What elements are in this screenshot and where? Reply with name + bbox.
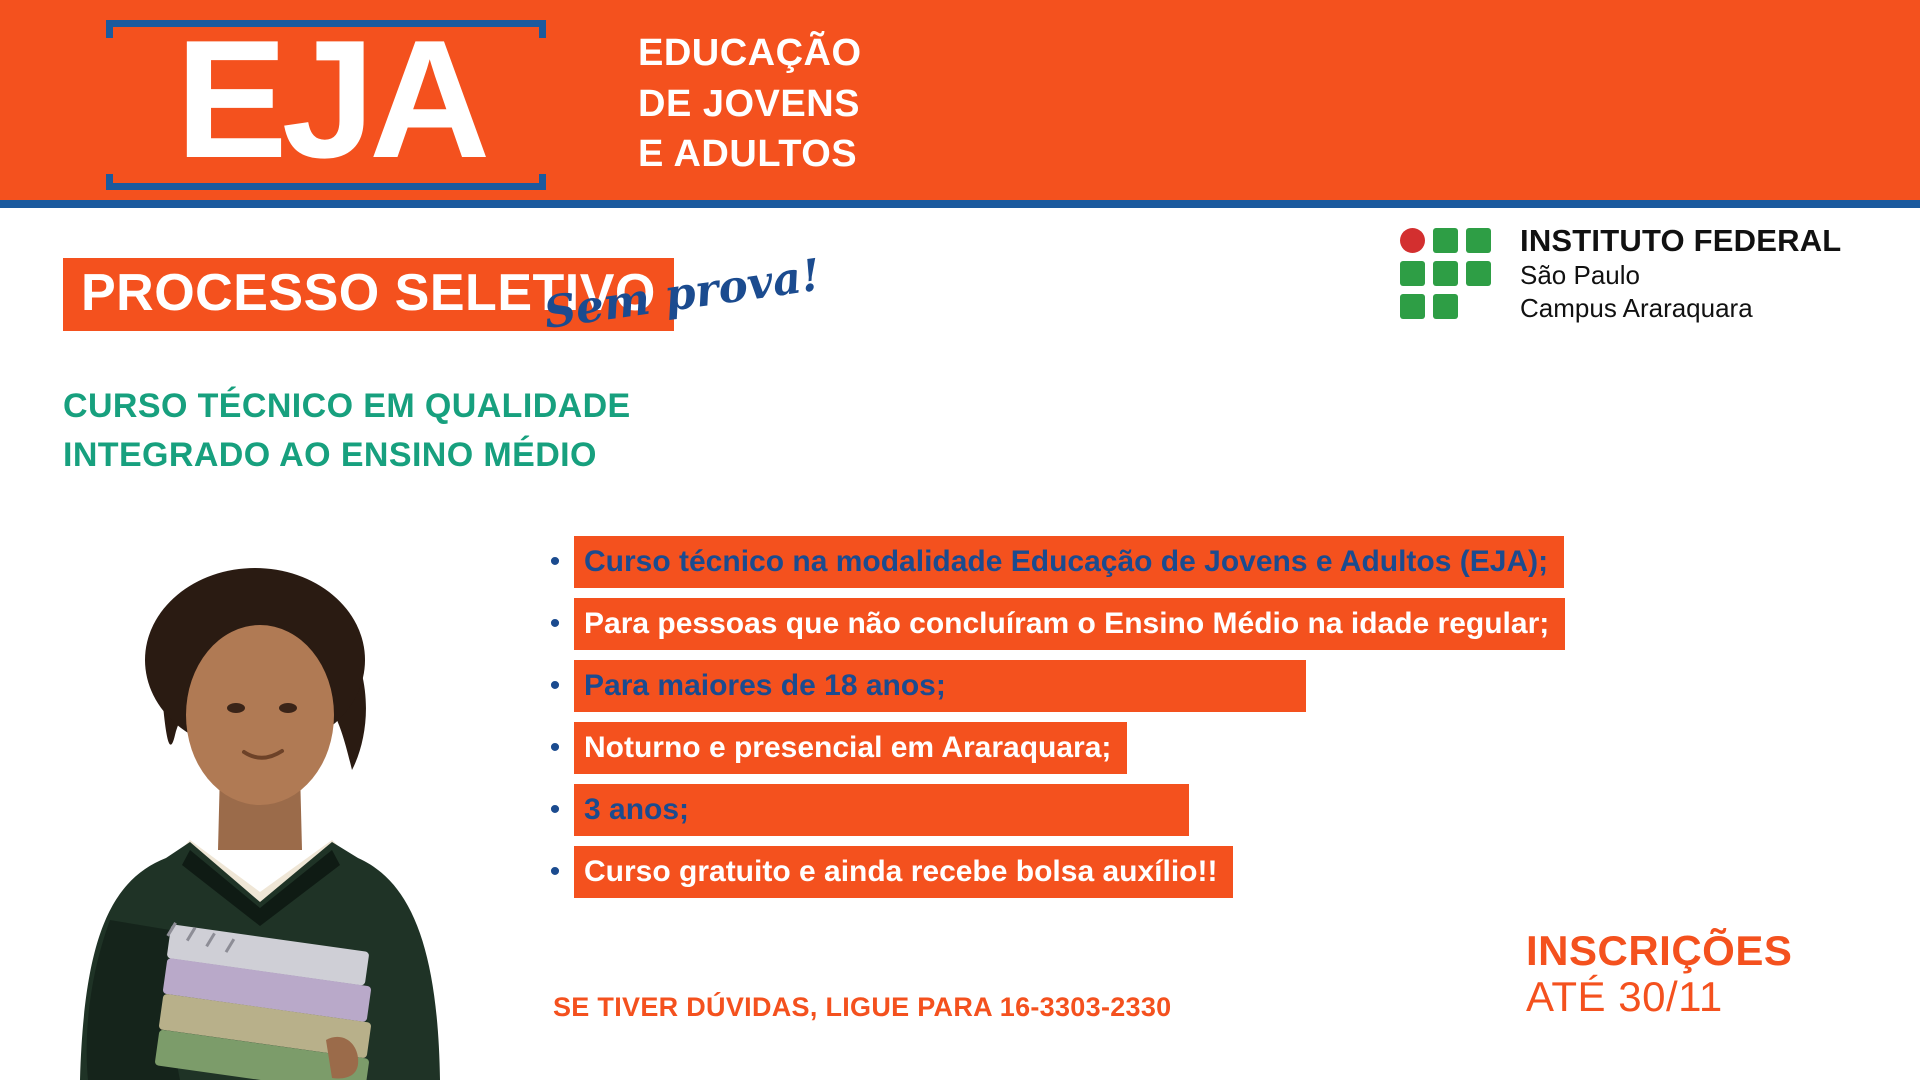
course-title-line-2: INTEGRADO AO ENSINO MÉDIO xyxy=(63,436,597,475)
header-divider-blue xyxy=(0,200,1920,208)
bullet-dot-icon: • xyxy=(549,545,561,578)
list-item xyxy=(536,722,1866,774)
list-item xyxy=(536,598,1866,650)
list-item xyxy=(536,660,1866,712)
ifsp-campus: Campus Araraquara xyxy=(1520,292,1753,323)
list-item xyxy=(536,536,1866,588)
ifsp-grid-icon xyxy=(1400,228,1508,336)
eja-logo xyxy=(100,5,560,193)
list-item-label: Curso gratuito e ainda recebe bolsa auxílio!! xyxy=(574,846,1233,898)
eja-logo-mask-right xyxy=(532,38,558,174)
course-title-line-1: CURSO TÉCNICO EM QUALIDADE xyxy=(63,387,631,425)
ifsp-name: INSTITUTO FEDERAL xyxy=(1520,223,1842,258)
enrollment-date: ATÉ 30/11 xyxy=(1526,973,1723,1021)
ifsp-state: São Paulo xyxy=(1520,260,1640,291)
list-item-label: Para maiores de 18 anos; xyxy=(574,660,1306,712)
eja-logo-mask-left xyxy=(100,38,118,174)
header-subtitle-line-3: E ADULTOS xyxy=(638,133,858,176)
bullet-dot-icon: • xyxy=(549,793,561,826)
bullet-dot-icon: • xyxy=(549,607,561,640)
list-item-label: Noturno e presencial em Araraquara; xyxy=(574,722,1127,774)
header-subtitle-line-2: DE JOVENS xyxy=(638,82,861,125)
student-photo-illustration xyxy=(40,520,480,1080)
bullet-dot-icon: • xyxy=(549,731,561,764)
bullet-dot-icon: • xyxy=(549,855,561,888)
enrollment-deadline xyxy=(1526,928,1792,1020)
ifsp-text xyxy=(1520,222,1841,324)
list-item xyxy=(536,846,1866,898)
enrollment-label: INSCRIÇÕES xyxy=(1526,927,1793,974)
sem-prova-label: Sem prova! xyxy=(540,249,824,339)
header-subtitle xyxy=(638,28,862,180)
list-item-label: 3 anos; xyxy=(574,784,1189,836)
student-photo xyxy=(40,520,480,1080)
list-item xyxy=(536,784,1866,836)
list-item-label: Para pessoas que não concluíram o Ensino Médio na idade regular; xyxy=(574,598,1565,650)
header-band xyxy=(0,0,1920,200)
bullet-dot-icon: • xyxy=(549,669,561,702)
course-title xyxy=(63,382,631,481)
list-item-label: Curso técnico na modalidade Educação de Jovens e Adultos (EJA); xyxy=(574,536,1564,588)
ifsp-logo xyxy=(1400,222,1870,352)
processo-seletivo-title: PROCESSO SELETIVO xyxy=(63,258,674,331)
features-list xyxy=(536,536,1866,908)
header-subtitle-line-1: EDUCAÇÃO xyxy=(638,32,862,74)
eja-logo-text: EJA xyxy=(175,5,485,193)
header-divider-white xyxy=(0,208,1920,212)
contact-phone-text: SE TIVER DÚVIDAS, LIGUE PARA 16-3303-2330 xyxy=(553,992,1172,1022)
